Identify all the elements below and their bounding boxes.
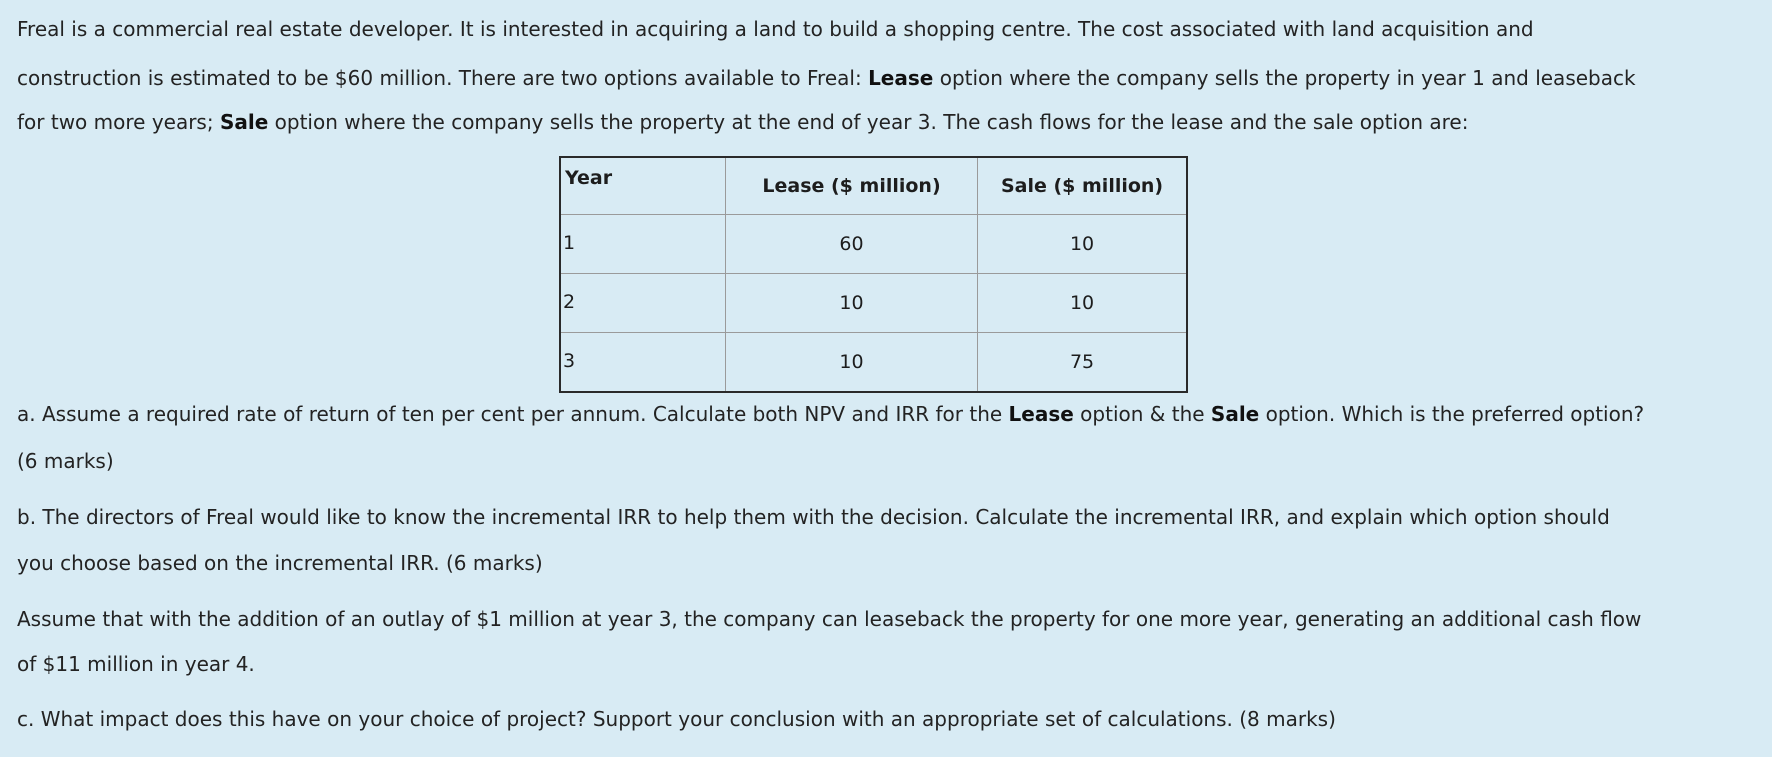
cell-year: 1	[560, 215, 725, 274]
assumption-line-1: Assume that with the addition of an outlay of $1 million at year 3, the company can leaseback the property for one more year, generating an additional cash flow	[17, 607, 1642, 631]
cell-sale: 10	[978, 215, 1187, 274]
lease-emphasis: Lease	[868, 66, 934, 90]
header-year: Year	[560, 157, 725, 215]
cell-lease: 60	[725, 215, 977, 274]
table-row	[560, 215, 1187, 274]
table-row	[560, 333, 1187, 393]
cell-sale: 75	[978, 333, 1187, 393]
intro-line-2: construction is estimated to be $60 million. There are two options available to Freal: Lease option where the company sells the property in year 1 and leaseback	[17, 66, 1636, 90]
cell-lease: 10	[725, 274, 977, 333]
cell-lease: 10	[725, 333, 977, 393]
cell-year: 3	[560, 333, 725, 393]
intro-line-1: Freal is a commercial real estate developer. It is interested in acquiring a land to build a shopping centre. The cost associated with land acquisition and	[17, 17, 1534, 41]
table-header-row	[560, 157, 1187, 215]
assumption-line-2: of $11 million in year 4.	[17, 652, 255, 676]
cell-sale: 10	[978, 274, 1187, 333]
intro-line-3: for two more years; Sale option where the company sells the property at the end of year 3. The cash flows for the lease and the sale option are:	[17, 110, 1469, 134]
question-b-line-1: b. The directors of Freal would like to know the incremental IRR to help them with the decision. Calculate the incremental IRR, and explain which option should	[17, 505, 1610, 529]
sale-emphasis: Sale	[219, 110, 269, 134]
table-row	[560, 274, 1187, 333]
question-a-line-2: (6 marks)	[17, 449, 114, 473]
cell-year: 2	[560, 274, 725, 333]
header-sale: Sale ($ million)	[978, 157, 1187, 215]
question-c-line-1: c. What impact does this have on your choice of project? Support your conclusion with an appropriate set of calculations. (8 marks)	[17, 707, 1336, 731]
header-lease: Lease ($ million)	[725, 157, 977, 215]
question-b-line-2: you choose based on the incremental IRR. (6 marks)	[17, 551, 543, 575]
question-a-line-1: a. Assume a required rate of return of ten per cent per annum. Calculate both NPV and IRR for the Lease option & the Sale option. Which is the preferred option?	[17, 402, 1645, 426]
cash-flow-table	[559, 156, 1188, 393]
